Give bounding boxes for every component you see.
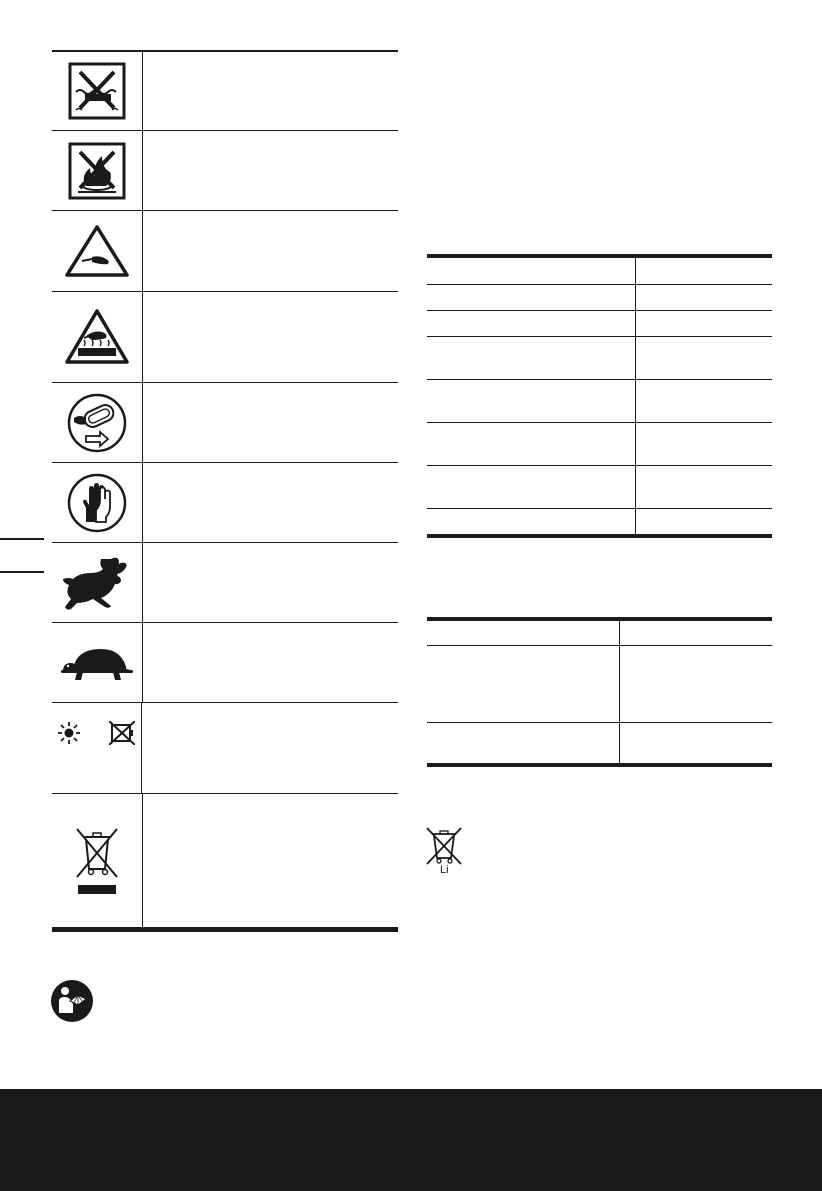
table-cell-label	[427, 423, 636, 465]
table-row	[427, 509, 772, 534]
table-cell-label	[427, 723, 620, 763]
hand-hazard-warning-icon	[52, 211, 143, 291]
wear-gloves-icon	[52, 463, 143, 542]
table-cell-label	[427, 285, 636, 310]
table-cell-label	[427, 466, 636, 508]
table-cell-value	[636, 285, 772, 310]
side-tab-mark-bottom	[0, 571, 44, 573]
table-cell-value	[620, 723, 772, 763]
table-row	[52, 211, 398, 292]
table-cell-label	[427, 621, 620, 645]
rabbit-fast-speed-icon	[52, 543, 143, 622]
table-row	[427, 466, 772, 509]
table-cell-value	[636, 423, 772, 465]
battery-chemistry-label: Li	[440, 864, 449, 876]
battery-disposal-note	[424, 826, 464, 876]
table-cell-value	[636, 509, 772, 534]
table-row	[427, 723, 772, 763]
table-row	[427, 621, 772, 646]
symbol-description	[143, 794, 398, 927]
table-row	[52, 131, 398, 211]
table-bottom-rule	[427, 763, 772, 767]
symbol-description	[143, 463, 398, 542]
symbol-description	[143, 131, 398, 210]
table-row	[427, 337, 772, 380]
turtle-slow-speed-icon	[52, 623, 143, 702]
crossed-battery-icon	[109, 721, 135, 745]
table-row	[427, 380, 772, 423]
table-row	[52, 292, 398, 383]
table-cell-label	[427, 380, 636, 422]
weee-crossed-bin-icon	[52, 794, 143, 927]
hot-surface-hand-warning-icon	[52, 292, 143, 382]
footer-band	[0, 1089, 822, 1191]
table-row	[52, 463, 398, 543]
battery-weee-bin-icon	[424, 826, 464, 866]
table-cell-value	[636, 466, 772, 508]
table-cell-value	[636, 337, 772, 379]
symbol-description	[143, 383, 398, 462]
symbol-description	[143, 52, 398, 130]
remove-chain-icon	[52, 383, 143, 462]
technical-data-table	[427, 254, 772, 538]
symbol-description	[143, 623, 398, 702]
table-bottom-rule	[427, 534, 772, 538]
symbol-description	[143, 543, 398, 622]
symbol-description	[143, 211, 398, 291]
table-row	[52, 383, 398, 463]
symbols-table	[52, 50, 398, 932]
table-row	[427, 258, 772, 285]
side-tab-mark-top	[0, 538, 44, 540]
table-cell-value	[636, 311, 772, 336]
do-not-immerse-icon	[52, 52, 143, 130]
symbol-description	[142, 703, 398, 793]
table-cell-label	[427, 646, 620, 722]
table-row	[427, 423, 772, 466]
table-cell-label	[427, 337, 636, 379]
read-manual-icon	[50, 979, 94, 1023]
table-row	[52, 794, 398, 928]
table-row	[52, 703, 398, 794]
table-row	[427, 285, 772, 311]
table-cell-label	[427, 311, 636, 336]
read-manual-note	[50, 979, 104, 1023]
sun-icon	[58, 722, 80, 744]
table-row	[52, 623, 398, 703]
table-row	[52, 543, 398, 623]
table-row	[427, 311, 772, 337]
table-cell-label	[427, 258, 636, 284]
table-cell-value	[636, 258, 772, 284]
weee-bar	[78, 885, 116, 894]
table-row	[427, 646, 772, 723]
do-not-burn-icon	[52, 131, 143, 210]
table-bottom-rule	[52, 928, 398, 932]
table-cell-value	[620, 621, 772, 645]
keep-from-sun-icon	[52, 703, 142, 793]
noise-data-table	[427, 617, 772, 767]
symbol-description	[143, 292, 398, 382]
table-cell-label	[427, 509, 636, 534]
table-row	[52, 52, 398, 131]
table-cell-value	[620, 646, 772, 722]
table-cell-value	[636, 380, 772, 422]
